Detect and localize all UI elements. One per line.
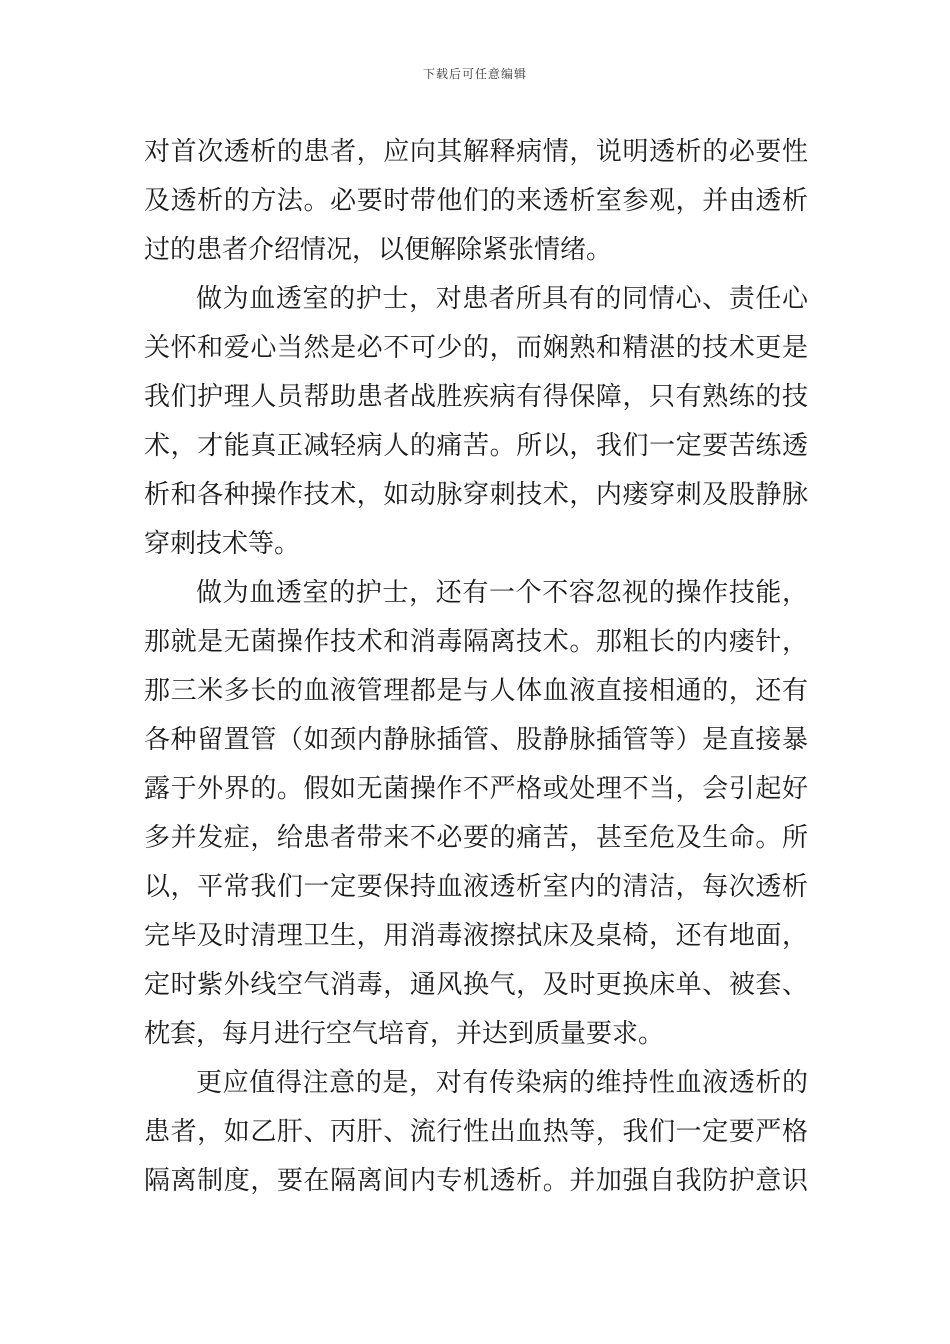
text-line: 术，才能真正减轻病人的痛苦。所以，我们一定要苦练透 (144, 431, 808, 461)
page-header: 下载后可任意编辑 (422, 67, 527, 81)
text-line: 定时紫外线空气消毒，通风换气，及时更换床单、被套、 (144, 970, 808, 1000)
paragraph (144, 1059, 808, 1206)
text-line: 各种留置管（如颈内静脉插管、股静脉插管等）是直接暴 (144, 725, 808, 755)
text-line: 及透析的方法。必要时带他们的来透析室参观，并由透析 (144, 186, 808, 216)
text-line: 我们护理人员帮助患者战胜疾病有得保障，只有熟练的技 (144, 382, 808, 412)
text-line: 那三米多长的血液管理都是与人体血液直接相通的，还有 (144, 676, 808, 706)
paragraph (144, 128, 808, 275)
text-line: 患者，如乙肝、丙肝、流行性出血热等，我们一定要严格 (144, 1117, 808, 1147)
document-body (144, 128, 808, 1206)
paragraph (144, 275, 808, 569)
text-line: 析和各种操作技术，如动脉穿刺技术，内瘘穿刺及股静脉 (144, 480, 808, 510)
text-line: 关怀和爱心当然是必不可少的，而娴熟和精湛的技术更是 (144, 333, 808, 363)
text-line: 枕套，每月进行空气培育，并达到质量要求。 (144, 1019, 665, 1049)
text-line: 更应值得注意的是，对有传染病的维持性血液透析的 (196, 1068, 808, 1098)
text-line: 对首次透析的患者，应向其解释病情，说明透析的必要性 (144, 137, 808, 167)
text-line: 做为血透室的护士，对患者所具有的同情心、责任心 (196, 284, 808, 314)
text-line: 隔离制度，要在隔离间内专机透析。并加强自我防护意识 (144, 1166, 808, 1196)
paragraph (144, 569, 808, 1059)
text-line: 露于外界的。假如无菌操作不严格或处理不当，会引起好 (144, 774, 808, 804)
text-line: 完毕及时清理卫生，用消毒液擦拭床及桌椅，还有地面， (144, 921, 808, 951)
text-line: 做为血透室的护士，还有一个不容忽视的操作技能， (196, 578, 808, 608)
text-line: 多并发症，给患者带来不必要的痛苦，甚至危及生命。所 (144, 823, 808, 853)
text-line: 穿刺技术等。 (144, 529, 301, 559)
text-line: 以，平常我们一定要保持血液透析室内的清洁，每次透析 (144, 872, 808, 902)
text-line: 那就是无菌操作技术和消毒隔离技术。那粗长的内瘘针， (144, 627, 808, 657)
text-line: 过的患者介绍情况，以便解除紧张情绪。 (144, 235, 613, 265)
